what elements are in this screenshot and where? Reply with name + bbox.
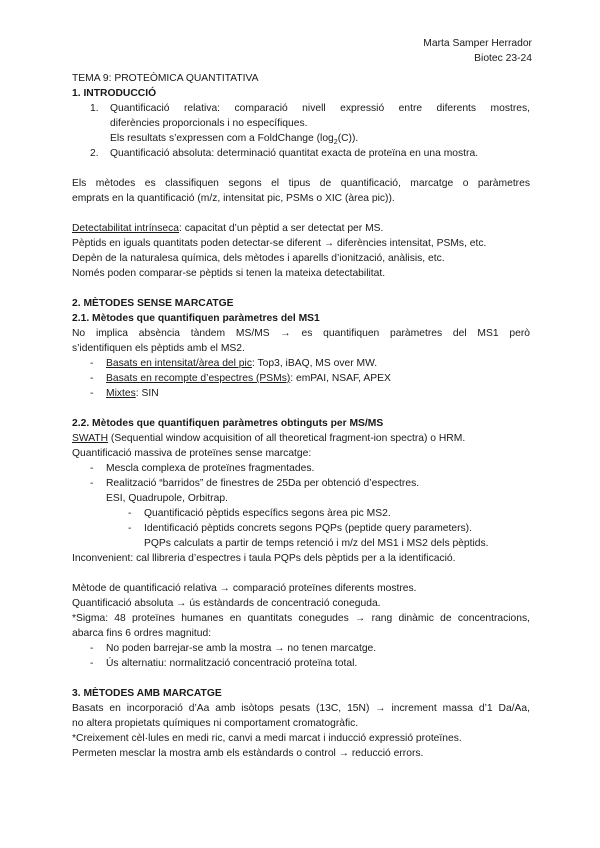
item-text-continued: diferències proporcionals i no específiques. bbox=[110, 118, 308, 129]
bullet-dash: - bbox=[90, 643, 94, 654]
section-heading-sense-marcatge: 2. MÈTODES SENSE MARCATGE bbox=[72, 298, 234, 309]
bullet-dash: - bbox=[90, 478, 94, 489]
bullet-item bbox=[72, 476, 530, 491]
page-header bbox=[423, 36, 532, 66]
definition-text: : capacitat d’un pèptid a ser detectat per MS. bbox=[179, 223, 384, 234]
paragraph-line: Basats en incorporació d’Aa amb isòtops pesats (13C, 15N) → increment massa d’1 Da/Aa, bbox=[72, 703, 530, 714]
document-body bbox=[72, 71, 530, 761]
paragraph-line: *Creixement cèl·lules en medi ric, canvi a medi marcat i inducció expressió proteïnes. bbox=[72, 733, 462, 744]
paragraph-line: no altera propietats químiques ni comportament cromatogràfic. bbox=[72, 718, 359, 729]
paragraph-line: Depèn de la naturalesa química, dels mètodes i aparells d’ionització, anàlisis, etc. bbox=[72, 253, 445, 264]
sub-bullet-item bbox=[72, 506, 530, 521]
defined-term: SWATH bbox=[72, 433, 109, 444]
bullet-dash: - bbox=[90, 463, 94, 474]
definition-line bbox=[72, 221, 530, 236]
paragraph-line: Només poden comparar-se pèptids si tenen la mateixa detectabilitat. bbox=[72, 268, 386, 279]
definition-line bbox=[72, 431, 530, 446]
bullet-dash: - bbox=[90, 658, 94, 669]
paragraph-line: s’identifiquen els pèptids amb el MS2. bbox=[72, 343, 245, 354]
bullet-text: : Top3, iBAQ, MS over MW. bbox=[251, 358, 378, 369]
paragraph-line: abarca fins 6 ordres magnitud: bbox=[72, 628, 212, 639]
subsection-heading-2-1: 2.1. Mètodes que quantifiquen paràmetres del MS1 bbox=[72, 313, 320, 324]
section-heading-amb-marcatge: 3. MÈTODES AMB MARCATGE bbox=[72, 688, 222, 699]
bullet-text-continued: PQPs calculats a partir de temps retenció i m/z del MS1 i MS2 dels pèptids. bbox=[144, 538, 489, 549]
subsection-heading-2-2: 2.2. Mètodes que quantifiquen paràmetres obtinguts per MS/MS bbox=[72, 418, 384, 429]
item-text: Quantificació relativa: comparació nivell expressió entre diferents mostres, bbox=[110, 103, 530, 114]
bullet-term: Basats en recompte d’espectres (PSMs) bbox=[106, 373, 291, 384]
paragraph-line: Els mètodes es classifiquen segons el tipus de quantificació, marcatge o paràmetres bbox=[72, 178, 530, 189]
paragraph-line: Permeten mesclar la mostra amb els estàndards o control → reducció errors. bbox=[72, 748, 424, 759]
list-number: 2. bbox=[90, 148, 99, 159]
paragraph-line: Pèptids en iguals quantitats poden detectar-se diferent → diferències intensitat, PSMs, etc. bbox=[72, 238, 487, 249]
defined-term: Detectabilitat intrínseca bbox=[72, 223, 180, 234]
bullet-item bbox=[72, 386, 530, 401]
paragraph-line: Quantificació absoluta → ús estàndards de concentració coneguda. bbox=[72, 598, 381, 609]
bullet-item bbox=[72, 356, 530, 371]
bullet-term: Mixtes bbox=[106, 388, 136, 399]
document-title: TEMA 9: PROTEÒMICA QUANTITATIVA bbox=[72, 73, 259, 84]
bullet-item bbox=[72, 371, 530, 386]
paragraph-line: Inconvenient: cal llibreria d’espectres i taula PQPs dels pèptids per a la identificació. bbox=[72, 553, 456, 564]
paragraph-line: Mètode de quantificació relativa → comparació proteïnes diferents mostres. bbox=[72, 583, 417, 594]
paragraph-line: emprats en la quantificació (m/z, intensitat pic, PSMs o XIC (àrea pic)). bbox=[72, 193, 395, 204]
list-number: 1. bbox=[90, 103, 99, 114]
bullet-text: No poden barrejar-se amb la mostra → no tenen marcatge. bbox=[106, 643, 377, 654]
item-text: Els resultats s’expressen com a FoldChange (log bbox=[110, 133, 334, 144]
definition-text: (Sequential window acquisition of all theoretical fragment-ion spectra) o HRM. bbox=[108, 433, 466, 444]
bullet-dash: - bbox=[90, 388, 94, 399]
bullet-item bbox=[72, 656, 530, 671]
bullet-text: : SIN bbox=[135, 388, 159, 399]
paragraph-line: *Sigma: 48 proteïnes humanes en quantitats conegudes → rang dinàmic de concentracions, bbox=[72, 613, 530, 624]
bullet-term: Basats en intensitat/àrea del pic bbox=[106, 358, 252, 369]
sub-bullet-item bbox=[72, 521, 530, 536]
bullet-dash: - bbox=[90, 358, 94, 369]
numbered-item-1 bbox=[72, 101, 530, 116]
section-heading-introduccio: 1. INTRODUCCIÓ bbox=[72, 88, 157, 99]
paragraph-line: Quantificació massiva de proteïnes sense marcatge: bbox=[72, 448, 312, 459]
bullet-item bbox=[72, 461, 530, 476]
bullet-text: Identificació pèptids concrets segons PQPs (peptide query parameters). bbox=[144, 523, 472, 534]
bullet-dash: - bbox=[128, 523, 132, 534]
bullet-dash: - bbox=[90, 373, 94, 384]
bullet-item bbox=[72, 641, 530, 656]
item-text: Quantificació absoluta: determinació quantitat exacta de proteïna en una mostra. bbox=[110, 148, 479, 159]
item-text: (C)). bbox=[337, 133, 359, 144]
bullet-text: Realització “barridos” de finestres de 25Da per obtenció d’espectres. bbox=[106, 478, 420, 489]
subscript: 2 bbox=[333, 139, 338, 147]
bullet-dash: - bbox=[128, 508, 132, 519]
numbered-item-2 bbox=[72, 146, 530, 161]
bullet-text: Quantificació pèptids específics segons àrea pic MS2. bbox=[144, 508, 391, 519]
author-name: Marta Samper Herrador bbox=[423, 38, 532, 49]
bullet-text: Mescla complexa de proteïnes fragmentades. bbox=[106, 463, 315, 474]
bullet-text: Ús alternatiu: normalització concentració proteïna total. bbox=[106, 658, 358, 669]
bullet-text-continued: ESI, Quadrupole, Orbitrap. bbox=[106, 493, 228, 504]
foldchange-line bbox=[72, 131, 530, 146]
course-label: Biotec 23-24 bbox=[474, 53, 532, 64]
paragraph-line: No implica absència tàndem MS/MS → es quantifiquen paràmetres del MS1 però bbox=[72, 328, 530, 339]
bullet-text: : emPAI, NSAF, APEX bbox=[290, 373, 391, 384]
